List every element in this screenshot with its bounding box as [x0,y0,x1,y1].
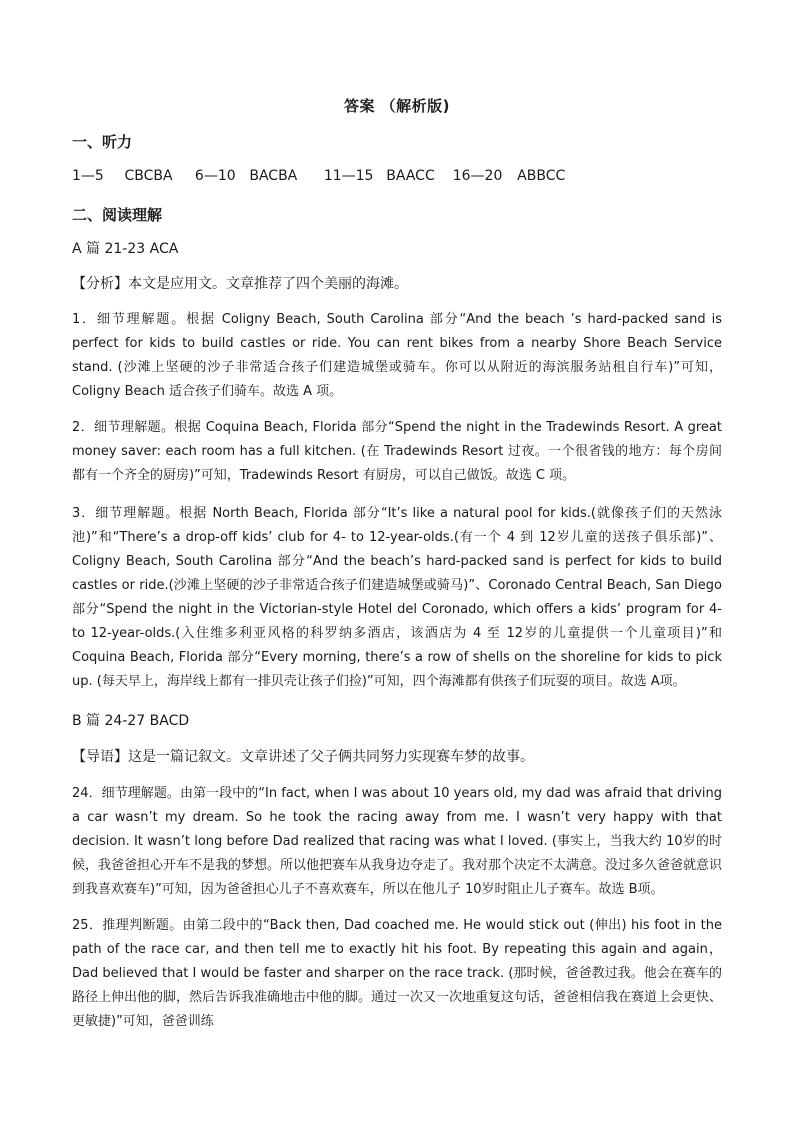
question-text: 24．细节理解题。由第一段中的“In fact, when I was about 10 years old, my dad was afraid that driving a car wasn’t my dream. So he took the racing away from me. I wasn’t very happy with that decision. It wasn’t long before Dad realized that racing was what I loved. (事实上，当我大约 10岁的时候，我爸爸担心开车不是我的梦想。所以他把赛车从我身边夺走了。我对那个决定不太满意。没过多久爸爸就意识到我喜欢赛车)”可知，因为爸爸担心儿子不喜欢赛车，所以在他儿子 10岁时阻止儿子赛车。故选 B项。 [72,786,723,897]
answer-letters: CBCBA [124,168,173,184]
question-3-explanation [72,502,722,694]
answer-range: 1—5 [72,168,104,184]
answer-letters: BACBA [249,168,298,184]
question-1-explanation [72,308,722,404]
question-25-explanation [72,914,722,1034]
question-text: 25．推理判断题。由第二段中的“Back then, Dad coached me. He would stick out (伸出) his foot in the path of the race car, and then tell me to exactly hit his foot. By repeating this again and again，Dad believed that I would be faster and sharper on the race track. (那时候，爸爸教过我。他会在赛车的路径上伸出他的脚，然后告诉我准确地击中他的脚。通过一次又一次地重复这句话，爸爸相信我在赛道上会更快、更敏捷)”可知，爸爸训练 [72,918,723,1029]
question-text: 3．细节理解题。根据 North Beach, Florida 部分“It’s like a natural pool for kids.(就像孩子们的天然泳池)”和“There’s a drop-off kids’ club for 4- to 12-year-olds.(有一个 4 到 12岁儿童的送孩子俱乐部)”、Coligny Beach, South Carolina 部分“And the beach’s hard-packed sand is perfect for kids to build castles or ride.(沙滩上坚硬的沙子非常适合孩子们建造城堡或骑马)”、Coronado Central Beach, San Diego 部分“Spend the night in the Victorian-style Hotel del Coronado, which offers a kids’ program for 4- to 12-year-olds.(入住维多利亚风格的科罗纳多酒店，该酒店为 4 至 12岁的儿童提供一个儿童项目)”和 Coquina Beach, Florida 部分“Every morning, there’s a row of shells on the shoreline for kids to pick up. (每天早上，海岸线上都有一排贝壳让孩子们捡)”可知，四个海滩都有供孩子们玩耍的项目。故选 A项。 [72,506,722,689]
answer-letters: BAACC [386,168,435,184]
answer-range: 6—10 [194,168,236,184]
question-24-explanation [72,782,722,902]
passage-b-guide: 【导语】这是一篇记叙文。文章讲述了父子俩共同努力实现赛车梦的故事。 [72,749,534,765]
question-text: 1．细节理解题。根据 Coligny Beach, South Carolina 部分“And the beach ’s hard-packed sand is perfect for kids to build castles or ride. You can rent bikes from a nearby Shore Beach Service stand. (沙滩上坚硬的沙子非常适合孩子们建造城堡或骑车。你可以从附近的海滨服务站租自行车)”可知，Coligny Beach 适合孩子们骑车。故选 A 项。 [72,312,722,399]
answer-range: 11—15 [323,168,374,184]
document-title: 答案 （解析版) [343,97,451,115]
answer-range: 16—20 [452,168,503,184]
section-heading-reading: 二、阅读理解 [72,206,163,224]
question-2-explanation [72,416,722,488]
listening-answers [72,168,565,184]
question-text: 2．细节理解题。根据 Coquina Beach, Florida 部分“Spend the night in the Tradewinds Resort. A great money saver: each room has a full kitchen. (在 Tradewinds Resort 过夜。一个很省钱的地方：每个房间都有一个齐全的厨房)”可知，Tradewinds Resort 有厨房，可以自己做饭。故选 C 项。 [72,420,722,483]
passage-b-label: B 篇 24-27 BACD [72,713,190,729]
section-heading-listening: 一、听力 [72,133,133,151]
passage-a-analysis: 【分析】本文是应用文。文章推荐了四个美丽的海滩。 [72,276,408,292]
answer-letters: ABBCC [517,168,566,184]
passage-a-label: A 篇 21-23 ACA [72,241,179,257]
